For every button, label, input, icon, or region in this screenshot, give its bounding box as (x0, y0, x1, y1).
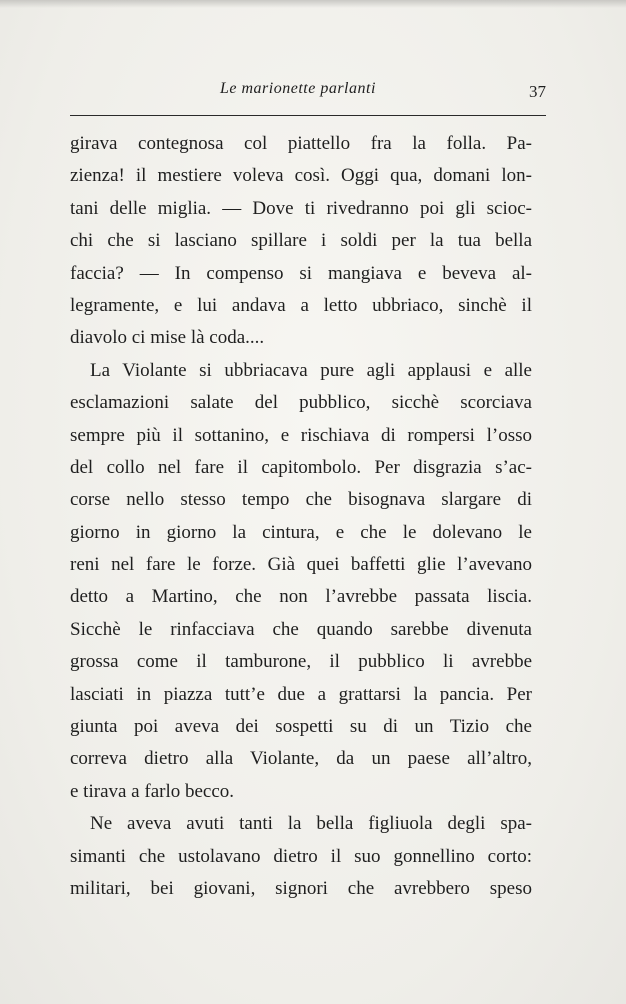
running-title: Le marionette parlanti (220, 80, 376, 97)
text-line: tani delle miglia. — Dove ti rivedranno poi gli scioc- (70, 197, 532, 219)
text-line: del collo nel fare il capitombolo. Per disgrazia s’ac- (70, 456, 532, 478)
text-line: zienza! il mestiere voleva così. Oggi qua, domani lon- (70, 165, 532, 187)
text-line: esclamazioni salate del pubblico, sicchè scorciava (70, 392, 532, 414)
text-line: reni nel fare le forze. Già quei baffetti glie l’avevano (70, 554, 532, 576)
header-rule (70, 115, 546, 116)
text-line: lasciati in piazza tutt’e due a grattarsi la pancia. Per (70, 683, 532, 705)
text-line: grossa come il tamburone, il pubblico li avrebbe (70, 651, 532, 673)
text-line: corse nello stesso tempo che bisognava slargare di (70, 489, 532, 511)
text-line: militari, bei giovani, signori che avrebbero speso (70, 877, 532, 899)
text-line: e tirava a farlo becco. (70, 780, 235, 802)
text-line: diavolo ci mise là coda.... (70, 327, 265, 349)
text-line: La Violante si ubbriacava pure agli applausi e alle (90, 359, 532, 381)
text-line: detto a Martino, che non l’avrebbe passata liscia. (70, 586, 532, 608)
text-line: Ne aveva avuti tanti la bella figliuola degli spa- (90, 813, 532, 835)
text-line: giunta poi aveva dei sospetti su di un Tizio che (70, 716, 532, 738)
text-line: simanti che ustolavano dietro il suo gonnellino corto: (70, 845, 532, 867)
text-line: sempre più il sottanino, e rischiava di rompersi l’osso (70, 424, 532, 446)
page-number: 37 (529, 82, 546, 101)
text-line: girava contegnosa col piattello fra la folla. Pa- (70, 133, 532, 154)
text-line: giorno in giorno la cintura, e che le dolevano le (70, 521, 532, 543)
text-line: Sicchè le rinfacciava che quando sarebbe divenuta (70, 618, 532, 640)
page-top-edge-shadow (0, 0, 626, 8)
page-header (70, 80, 546, 110)
text-line: correva dietro alla Violante, da un paese all’altro, (70, 748, 532, 770)
text-line: legramente, e lui andava a letto ubbriaco, sinchè il (70, 294, 532, 316)
body-text (70, 128, 532, 905)
text-line: faccia? — In compenso si mangiava e beveva al- (70, 262, 532, 284)
text-line: chi che si lasciano spillare i soldi per la tua bella (70, 230, 532, 252)
